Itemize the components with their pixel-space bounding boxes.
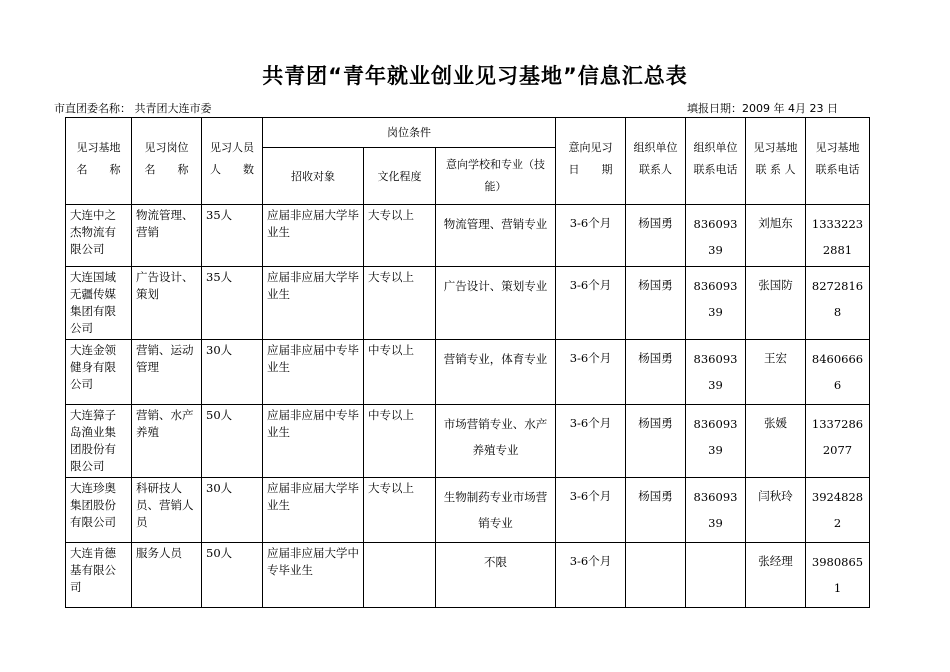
cell-count: 50人 bbox=[202, 543, 263, 608]
cell-target: 应届非应届大学毕业生 bbox=[263, 267, 364, 340]
cell-school: 物流管理、营销专业 bbox=[436, 205, 556, 267]
cell-base-name: 大连国域无疆传媒集团有限公司 bbox=[66, 267, 132, 340]
table-row bbox=[66, 267, 870, 340]
cell-base-name: 大连金领健身有限公司 bbox=[66, 340, 132, 405]
header-period: 意向见习 日 期 bbox=[556, 118, 626, 205]
cell-target: 应届非应届中专毕业生 bbox=[263, 340, 364, 405]
header-conditions: 岗位条件 bbox=[263, 118, 556, 148]
cell-org-contact: 杨国勇 bbox=[626, 405, 686, 478]
header-target: 招收对象 bbox=[263, 148, 364, 205]
cell-base-contact: 王宏 bbox=[746, 340, 806, 405]
cell-base-phone: 82728168 bbox=[806, 267, 870, 340]
cell-org-contact bbox=[626, 543, 686, 608]
cell-target: 应届非应届大学毕业生 bbox=[263, 478, 364, 543]
cell-org-phone: 83609339 bbox=[686, 267, 746, 340]
cell-period: 3-6个月 bbox=[556, 405, 626, 478]
date-value: 2009 年 4月 23 日 bbox=[742, 102, 838, 115]
table-row bbox=[66, 340, 870, 405]
table-row bbox=[66, 478, 870, 543]
cell-base-phone: 13332232881 bbox=[806, 205, 870, 267]
date-label: 填报日期： bbox=[687, 102, 743, 115]
org-label: 市直团委名称： bbox=[54, 102, 131, 115]
cell-period: 3-6个月 bbox=[556, 478, 626, 543]
table-row bbox=[66, 205, 870, 267]
cell-count: 35人 bbox=[202, 267, 263, 340]
cell-education: 大专以上 bbox=[364, 267, 436, 340]
cell-education bbox=[364, 543, 436, 608]
cell-period: 3-6个月 bbox=[556, 543, 626, 608]
header-org-contact: 组织单位 联系人 bbox=[626, 118, 686, 205]
cell-position: 服务人员 bbox=[132, 543, 202, 608]
cell-target: 应届非应届中专毕业生 bbox=[263, 405, 364, 478]
cell-base-phone: 39808651 bbox=[806, 543, 870, 608]
cell-org-phone: 83609339 bbox=[686, 478, 746, 543]
cell-period: 3-6个月 bbox=[556, 267, 626, 340]
org-line bbox=[54, 100, 212, 116]
cell-school: 营销专业，体育专业 bbox=[436, 340, 556, 405]
cell-base-contact: 闫秋玲 bbox=[746, 478, 806, 543]
cell-education: 大专以上 bbox=[364, 478, 436, 543]
summary-table bbox=[65, 117, 870, 608]
page-title: 共青团“青年就业创业见习基地”信息汇总表 bbox=[262, 64, 688, 88]
table-row bbox=[66, 543, 870, 608]
cell-base-phone: 39248282 bbox=[806, 478, 870, 543]
cell-position: 物流管理、营销 bbox=[132, 205, 202, 267]
header-count: 见习人员 人 数 bbox=[202, 118, 263, 205]
org-name: 共青团大连市委 bbox=[134, 102, 212, 115]
cell-base-name: 大连獐子岛渔业集团股份有限公司 bbox=[66, 405, 132, 478]
cell-base-name: 大连珍奥集团股份有限公司 bbox=[66, 478, 132, 543]
header-education: 文化程度 bbox=[364, 148, 436, 205]
cell-org-contact: 杨国勇 bbox=[626, 340, 686, 405]
date-line bbox=[687, 100, 838, 116]
header-base-contact: 见习基地 联 系 人 bbox=[746, 118, 806, 205]
cell-base-contact: 张国防 bbox=[746, 267, 806, 340]
cell-org-phone: 83609339 bbox=[686, 405, 746, 478]
cell-education: 中专以上 bbox=[364, 340, 436, 405]
cell-school: 市场营销专业、水产养殖专业 bbox=[436, 405, 556, 478]
cell-education: 中专以上 bbox=[364, 405, 436, 478]
cell-org-phone bbox=[686, 543, 746, 608]
header-school: 意向学校和专业（技能） bbox=[436, 148, 556, 205]
cell-education: 大专以上 bbox=[364, 205, 436, 267]
cell-school: 不限 bbox=[436, 543, 556, 608]
cell-base-phone: 84606666 bbox=[806, 340, 870, 405]
cell-base-contact: 张媛 bbox=[746, 405, 806, 478]
cell-base-phone: 13372862077 bbox=[806, 405, 870, 478]
cell-count: 30人 bbox=[202, 340, 263, 405]
cell-base-contact: 张经理 bbox=[746, 543, 806, 608]
header-base-name: 见习基地 名 称 bbox=[66, 118, 132, 205]
cell-org-phone: 83609339 bbox=[686, 205, 746, 267]
cell-count: 30人 bbox=[202, 478, 263, 543]
cell-target: 应届非应届大学毕业生 bbox=[263, 205, 364, 267]
cell-count: 35人 bbox=[202, 205, 263, 267]
cell-position: 科研技人员、营销人员 bbox=[132, 478, 202, 543]
cell-base-name: 大连肯德基有限公司 bbox=[66, 543, 132, 608]
cell-base-contact: 刘旭东 bbox=[746, 205, 806, 267]
cell-target: 应届非应届大学中专毕业生 bbox=[263, 543, 364, 608]
cell-period: 3-6个月 bbox=[556, 205, 626, 267]
cell-org-contact: 杨国勇 bbox=[626, 205, 686, 267]
cell-school: 生物制药专业市场营销专业 bbox=[436, 478, 556, 543]
header-base-phone: 见习基地 联系电话 bbox=[806, 118, 870, 205]
cell-org-contact: 杨国勇 bbox=[626, 267, 686, 340]
cell-org-contact: 杨国勇 bbox=[626, 478, 686, 543]
header-position: 见习岗位 名 称 bbox=[132, 118, 202, 205]
header-row-1 bbox=[66, 118, 870, 148]
table-row bbox=[66, 405, 870, 478]
cell-base-name: 大连中之杰物流有限公司 bbox=[66, 205, 132, 267]
cell-count: 50人 bbox=[202, 405, 263, 478]
cell-position: 广告设计、策划 bbox=[132, 267, 202, 340]
cell-position: 营销、运动管理 bbox=[132, 340, 202, 405]
cell-school: 广告设计、策划专业 bbox=[436, 267, 556, 340]
cell-period: 3-6个月 bbox=[556, 340, 626, 405]
cell-org-phone: 83609339 bbox=[686, 340, 746, 405]
cell-position: 营销、水产养殖 bbox=[132, 405, 202, 478]
header-org-phone: 组织单位 联系电话 bbox=[686, 118, 746, 205]
